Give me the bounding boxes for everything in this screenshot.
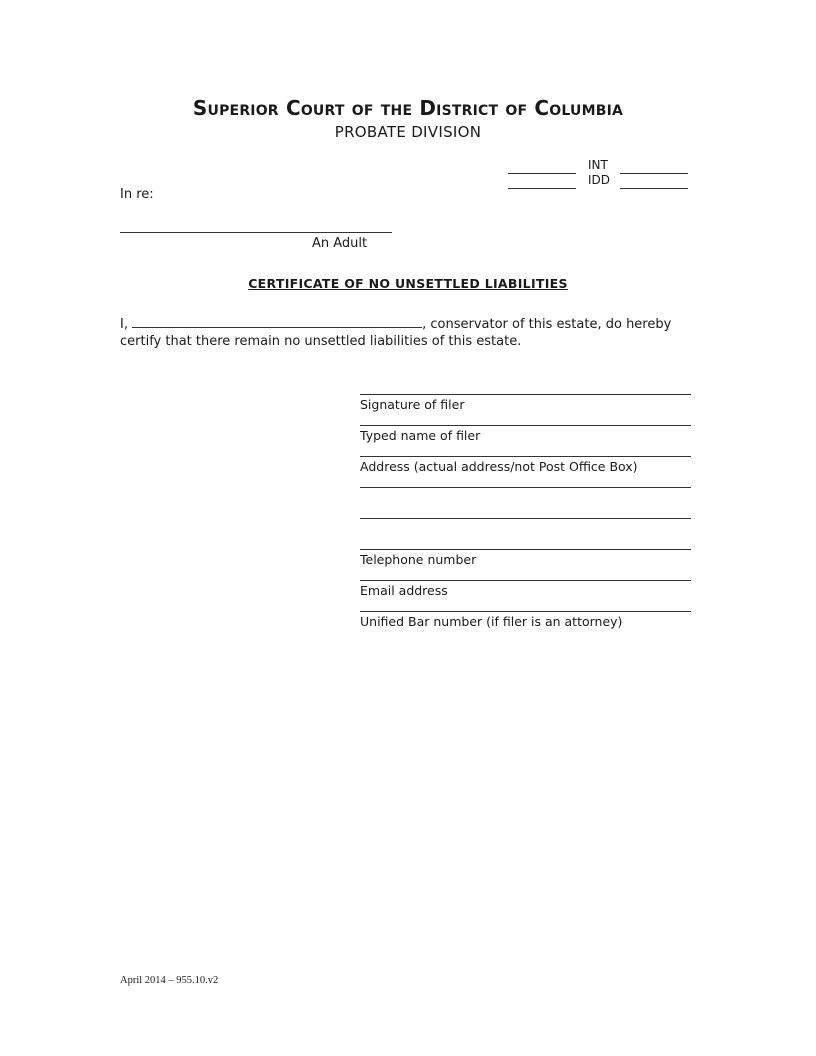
telephone-field	[360, 533, 692, 567]
document-title: CERTIFICATE OF NO UNSETTLED LIABILITIES	[248, 276, 568, 291]
typed-name-line[interactable]	[360, 425, 691, 426]
court-name: Superior Court of the District of Columbia	[192, 96, 624, 120]
telephone-caption: Telephone number	[360, 552, 477, 567]
certification-paragraph	[120, 315, 700, 350]
bar-number-line[interactable]	[360, 611, 691, 612]
address-line-1[interactable]	[360, 456, 691, 457]
in-re-label: In re:	[120, 187, 154, 202]
address-line-3[interactable]	[360, 518, 691, 519]
email-field	[360, 564, 692, 598]
signature-field	[360, 378, 692, 412]
party-name-blank[interactable]	[120, 232, 392, 233]
address-line-field-3	[360, 502, 692, 533]
address-line-field-2	[360, 471, 692, 502]
int-label: INT	[588, 158, 608, 172]
bar-number-field	[360, 595, 692, 629]
signature-caption: Signature of filer	[360, 397, 465, 412]
division-name: PROBATE DIVISION	[334, 123, 482, 141]
certification-suffix: , conservator of this estate, do hereby certify that there remain no unsettled liabilities of this estate.	[120, 317, 672, 349]
case-code-row-idd	[508, 173, 698, 189]
party-type-label: An Adult	[312, 236, 368, 251]
email-caption: Email address	[360, 583, 448, 598]
address-field	[360, 440, 692, 474]
signature-block	[360, 378, 692, 629]
email-line[interactable]	[360, 580, 691, 581]
signature-line[interactable]	[360, 394, 691, 395]
conservator-name-blank[interactable]	[132, 315, 422, 328]
typed-name-caption: Typed name of filer	[360, 428, 481, 443]
typed-name-field	[360, 409, 692, 443]
address-caption: Address (actual address/not Post Office Box)	[360, 459, 638, 474]
bar-number-caption: Unified Bar number (if filer is an attorney)	[360, 614, 623, 629]
case-code-row-int	[508, 158, 698, 174]
idd-right-blank[interactable]	[620, 188, 688, 189]
idd-label: IDD	[588, 173, 611, 187]
idd-left-blank[interactable]	[508, 188, 576, 189]
telephone-line[interactable]	[360, 549, 691, 550]
certification-prefix: I,	[120, 317, 133, 332]
address-line-2[interactable]	[360, 487, 691, 488]
form-id-footer: April 2014 – 955.10.v2	[120, 975, 219, 986]
